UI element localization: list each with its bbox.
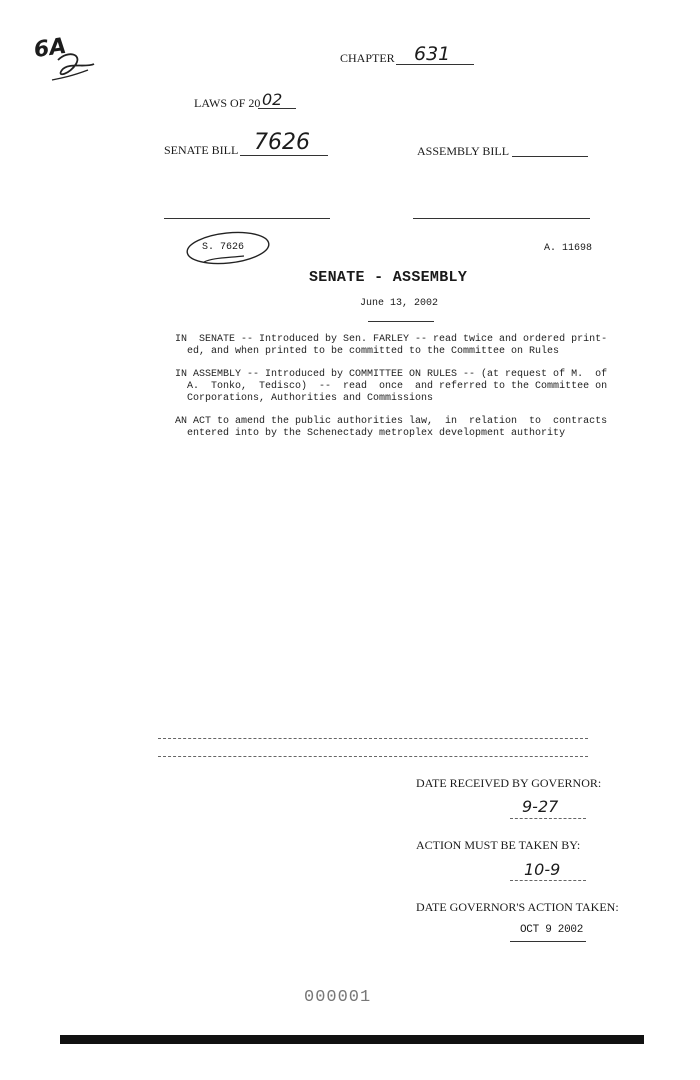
chapter-value: 631 [414,43,451,65]
assembly-bill-label: ASSEMBLY BILL [417,144,510,158]
laws-of-value: 02 [262,90,283,109]
bill-date: June 13, 2002 [360,298,439,309]
act-title-text: AN ACT to amend the public authorities law, in relation to contracts entered into by the Schenectady metroplex development authority [175,416,608,439]
assembly-introduction-text: IN ASSEMBLY -- Introduced by COMMITTEE ON RULES -- (at request of M. of A. Tonko, Tedisco) -- read once and referred to the Committee on Corporations, Authorities and Commissions [175,369,608,404]
date-underline [368,321,434,322]
action-must-be-taken-underline [510,880,586,881]
senate-introduction-text: IN SENATE -- Introduced by Sen. FARLEY -- read twice and ordered print- ed, and when printed to be committed to the Committee on Rules [175,334,608,357]
date-received-value: 9-27 [522,797,559,816]
corner-handwritten-mark: 6A [32,33,68,64]
assembly-bill-underline [512,156,588,157]
page-title: SENATE - ASSEMBLY [309,269,468,286]
governor-action-taken-label: DATE GOVERNOR'S ACTION TAKEN: [416,900,619,914]
senate-bill-underline [240,155,328,156]
senate-number-stamp: S. 7626 [202,242,245,253]
chapter-underline [396,64,474,65]
governor-action-taken-value: OCT 9 2002 [520,924,584,936]
blank-line-right [413,218,590,219]
laws-of-label: LAWS OF 20 [194,96,261,110]
separator-line-1 [158,738,588,739]
assembly-number-stamp: A. 11698 [544,243,593,254]
date-received-label: DATE RECEIVED BY GOVERNOR: [416,776,602,790]
governor-action-taken-underline [510,941,586,942]
senate-bill-value: 7626 [254,130,310,155]
blank-line-left [164,218,330,219]
chapter-label: CHAPTER [340,51,395,65]
senate-bill-label: SENATE BILL [164,143,239,157]
date-received-underline [510,818,586,819]
scan-edge-bar [60,1035,644,1044]
laws-of-underline [258,108,296,109]
separator-line-2 [158,756,588,757]
action-must-be-taken-label: ACTION MUST BE TAKEN BY: [416,838,581,852]
page-number: 000001 [304,988,372,1007]
action-must-be-taken-value: 10-9 [524,860,561,879]
corner-scribble-icon [48,50,98,84]
